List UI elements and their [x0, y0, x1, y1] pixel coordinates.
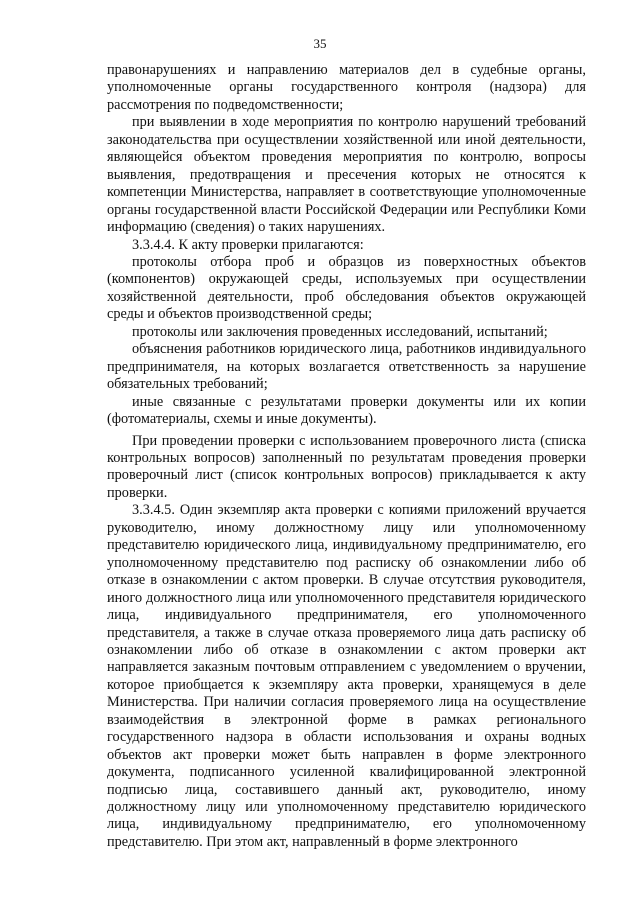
paragraph: иные связанные с результатами проверки документы или их копии (фотоматериалы, схемы и иные документы). [107, 393, 586, 428]
paragraph: 3.3.4.5. Один экземпляр акта проверки с копиями приложений вручается руководителю, иному должностному лицу или уполномоченному представителю юридического лица, индивидуальному предпринимателю, его уполномоченному представителю под расписку об ознакомлении либо об отказе в ознакомлении с актом проверки. В случае отсутствия руководителя, иного должностного лица или уполномоченного представителя юридического лица, индивидуального предпринимателя, его уполномоченного представителя, а также в случае отказа проверяемого лица дать расписку об ознакомлении либо об отказе в ознакомлении с актом проверки акт направляется заказным почтовым отправлением с уведомлением о вручении, которое приобщается к экземпляру акта проверки, хранящемуся в деле Министерства. При наличии согласия проверяемого лица на осуществление взаимодействия в электронной форме в рамках регионального государственного надзора в области использования и охраны водных объектов акт проверки может быть направлен в форме электронного документа, подписанного усиленной квалифицированной электронной подписью лица, составившего данный акт, руководителю, иному должностному лицу или уполномоченному представителю юридического лица, индивидуальному предпринимателю, его уполномоченному представителю. При этом акт, направленный в форме электронного [107, 502, 586, 850]
paragraph: при выявлении в ходе мероприятия по контролю нарушений требований законодательства при осуществлении хозяйственной или иной деятельности, являющейся объектом проведения мероприятия по контролю, вопросы выявления, предотвращения и пресечения которых не относятся к компетенции Министерства, направляет в соответствующие уполномоченные органы государственной власти Российской Федерации или Республики Коми информацию (сведения) о таких нарушениях. [107, 114, 586, 236]
paragraph: протоколы или заключения проведенных исследований, испытаний; [132, 323, 548, 340]
document-body [107, 62, 586, 851]
paragraph: 3.3.4.4. К акту проверки прилагаются: [132, 236, 364, 253]
paragraph: объяснения работников юридического лица, работников индивидуального предпринимателя, на которых возлагается ответственность за нарушение обязательных требований; [107, 341, 586, 393]
page-number: 35 [313, 36, 327, 51]
paragraph: правонарушениях и направлению материалов дел в судебные органы, уполномоченные органы государственного контроля (надзора) для рассмотрения по подведомственности; [107, 62, 586, 113]
paragraph: При проведении проверки с использованием проверочного листа (списка контрольных вопросов) заполненный по результатам проведения проверки проверочный лист (список контрольных вопросов) прикладывается к акту проверки. [107, 432, 586, 501]
paragraph: протоколы отбора проб и образцов из поверхностных объектов (компонентов) окружающей среды, используемых при осуществлении хозяйственной деятельности, проб обследования объектов окружающей среды и объектов производственной среды; [107, 253, 586, 323]
